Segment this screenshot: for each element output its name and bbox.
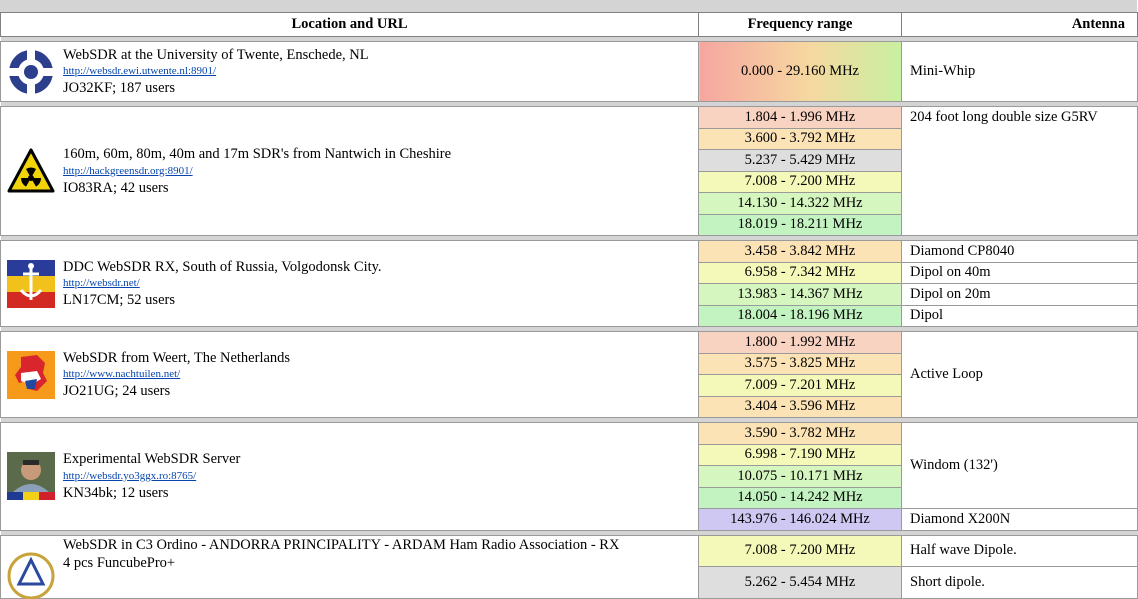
site-info: LN17CM; 52 users (63, 292, 175, 308)
site-url-link[interactable]: http://websdr.net/ (63, 277, 140, 289)
server-row-yo3ggx (1, 423, 1138, 445)
freq-range-cell: 13.983 - 14.367 MHz (699, 284, 902, 306)
twente-logo-icon (7, 48, 55, 96)
server-row-andorra (1, 535, 1138, 567)
freq-range-cell: 6.998 - 7.190 MHz (699, 444, 902, 466)
antenna-cell: Dipol on 20m (902, 284, 1138, 306)
freq-range-cell: 143.976 - 146.024 MHz (699, 509, 902, 531)
site-title: Experimental WebSDR Server (63, 451, 241, 468)
volgodonsk-flag-icon (7, 260, 55, 308)
freq-range-cell: 10.075 - 10.171 MHz (699, 466, 902, 488)
site-info: JO21UG; 24 users (63, 383, 171, 399)
operator-photo-icon (7, 452, 55, 500)
site-title: WebSDR from Weert, The Netherlands (63, 349, 291, 366)
site-info: IO83RA; 42 users (63, 179, 169, 196)
radiation-warning-icon (7, 147, 55, 195)
site-info: JO32KF; 187 users (63, 80, 175, 96)
freq-range-cell: 14.050 - 14.242 MHz (699, 487, 902, 509)
freq-range-cell: 1.800 - 1.992 MHz (699, 332, 902, 354)
freq-range-cell: 18.004 - 18.196 MHz (699, 305, 902, 327)
site-url-link[interactable]: http://websdr.yo3ggx.ro:8765/ (63, 469, 197, 482)
location-cell (1, 332, 699, 418)
netherlands-map-icon (7, 351, 55, 399)
site-info: 4 pcs FuncubePro+ (63, 555, 176, 571)
header-row (1, 13, 1138, 37)
antenna-cell: Mini-Whip (902, 42, 1138, 102)
antenna-cell: Half wave Dipole. (902, 535, 1138, 567)
freq-range-cell: 3.590 - 3.782 MHz (699, 423, 902, 445)
antenna-cell: Diamond X200N (902, 509, 1138, 531)
freq-range-cell: 14.130 - 14.322 MHz (699, 193, 902, 215)
freq-range-cell: 7.009 - 7.201 MHz (699, 375, 902, 397)
freq-range-cell: 3.600 - 3.792 MHz (699, 128, 902, 150)
location-cell (1, 535, 699, 598)
header-antenna: Antenna (902, 13, 1138, 37)
freq-range-cell: 18.019 - 18.211 MHz (699, 214, 902, 236)
antenna-cell: Windom (132') (902, 423, 1138, 509)
site-title: DDC WebSDR RX, South of Russia, Volgodonsk City. (63, 258, 382, 275)
freq-range-cell: 5.262 - 5.454 MHz (699, 567, 902, 599)
location-cell (1, 42, 699, 102)
antenna-cell: Short dipole. (902, 567, 1138, 599)
freq-range-cell: 3.575 - 3.825 MHz (699, 353, 902, 375)
location-cell (1, 107, 699, 236)
site-title: WebSDR at the University of Twente, Enschede, NL (63, 46, 369, 63)
site-url-link[interactable]: http://hackgreensdr.org:8901/ (63, 164, 193, 177)
site-info: KN34bk; 12 users (63, 484, 169, 501)
server-row-twente (1, 42, 1138, 102)
antenna-cell: Active Loop (902, 332, 1138, 418)
location-cell (1, 241, 699, 327)
antenna-cell: Dipol on 40m (902, 262, 1138, 284)
location-cell (1, 423, 699, 531)
site-url-link[interactable]: http://www.nachtuilen.net/ (63, 368, 181, 380)
freq-range-cell: 1.804 - 1.996 MHz (699, 107, 902, 129)
site-url-link[interactable]: http://websdr.ewi.utwente.nl:8901/ (63, 65, 217, 77)
freq-range-cell: 6.958 - 7.342 MHz (699, 262, 902, 284)
server-row-volgodonsk (1, 241, 1138, 263)
antenna-cell: Diamond CP8040 (902, 241, 1138, 263)
server-row-weert (1, 332, 1138, 354)
freq-range-cell: 7.008 - 7.200 MHz (699, 171, 902, 193)
websdr-table (0, 12, 1138, 599)
freq-range-cell: 5.237 - 5.429 MHz (699, 150, 902, 172)
site-title: WebSDR in C3 Ordino - ANDORRA PRINCIPALITY - ARDAM Ham Radio Association - RX (63, 536, 620, 553)
antenna-cell: Dipol (902, 305, 1138, 327)
ardam-logo-icon (7, 550, 55, 598)
freq-range-cell: 3.458 - 3.842 MHz (699, 241, 902, 263)
antenna-cell: 204 foot long double size G5RV (902, 107, 1138, 236)
freq-range-cell: 7.008 - 7.200 MHz (699, 535, 902, 567)
site-title: 160m, 60m, 80m, 40m and 17m SDR's from Nantwich in Cheshire (63, 146, 452, 162)
header-location: Location and URL (1, 13, 699, 37)
server-row-nantwich (1, 107, 1138, 129)
freq-range-cell: 3.404 - 3.596 MHz (699, 396, 902, 418)
header-frequency: Frequency range (699, 13, 902, 37)
top-scroll-strip (0, 0, 1137, 12)
freq-range-cell: 0.000 - 29.160 MHz (699, 42, 902, 102)
